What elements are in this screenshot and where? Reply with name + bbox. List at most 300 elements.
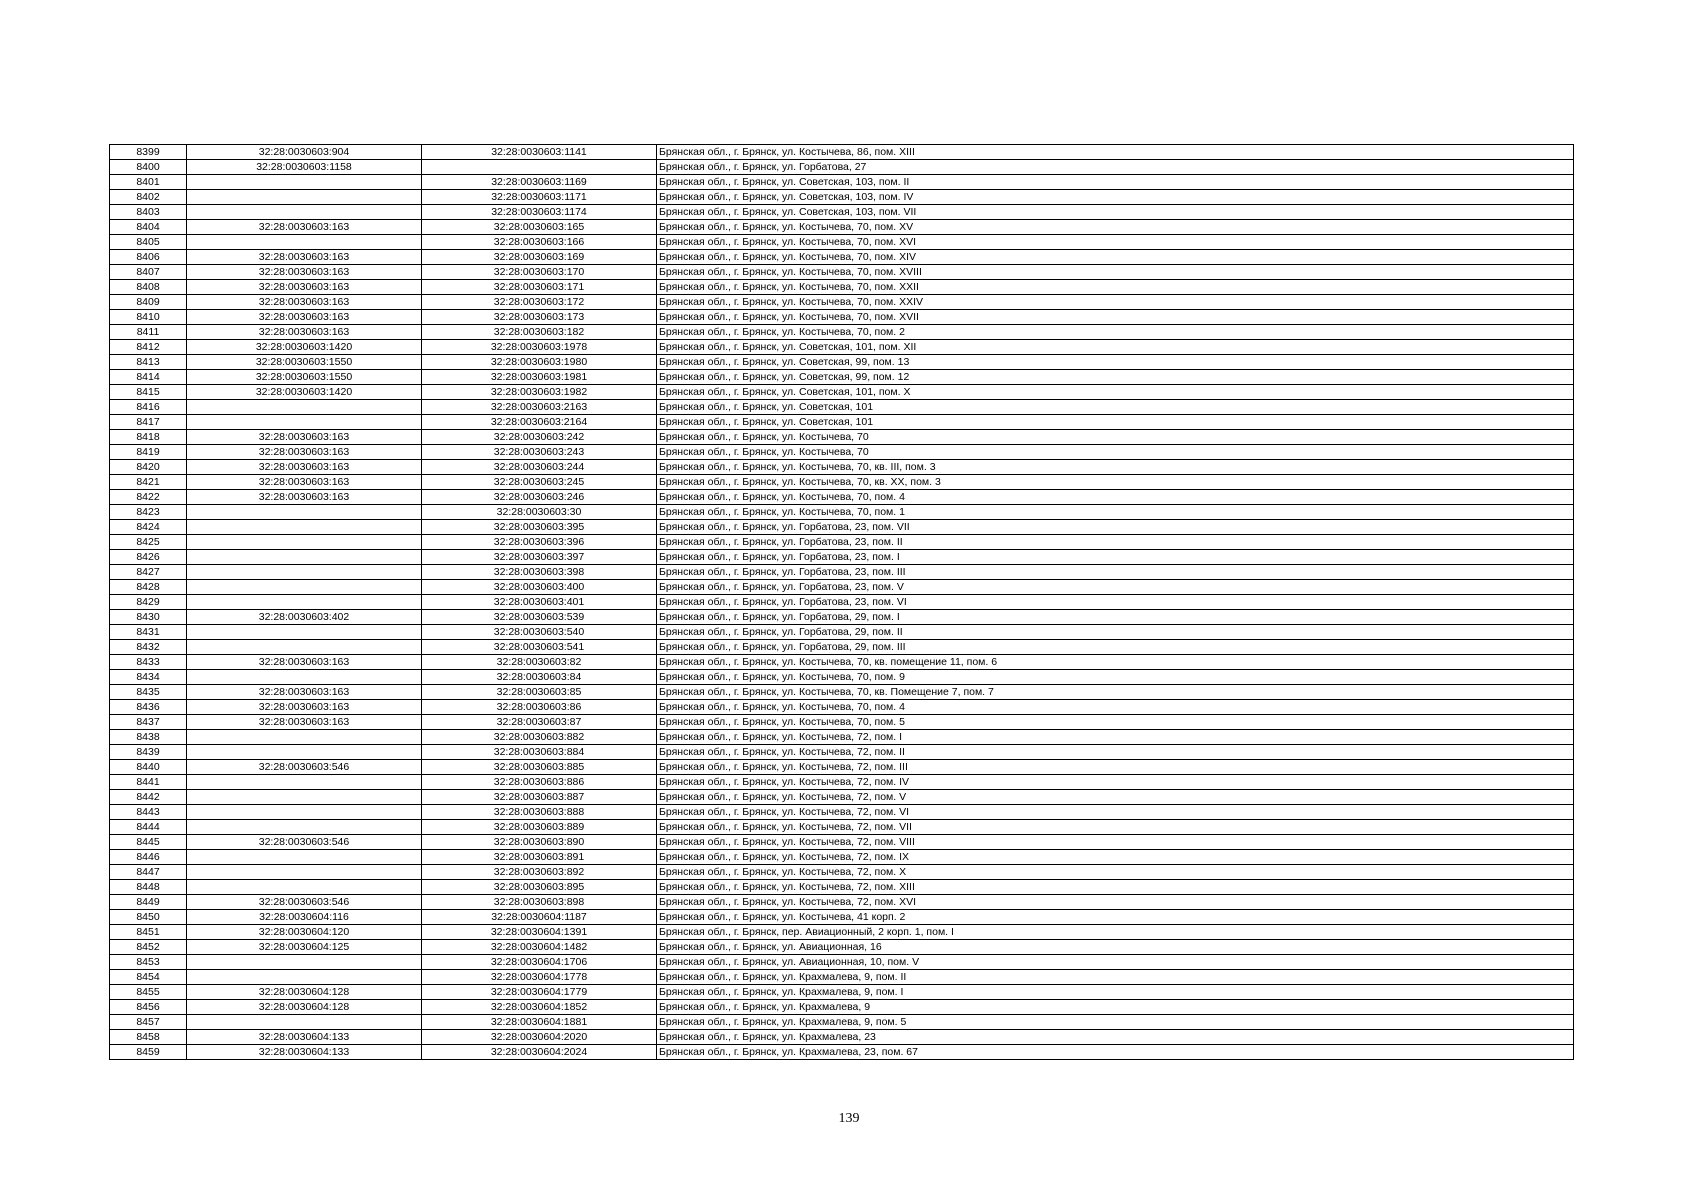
table-row (110, 1000, 1574, 1015)
row-number-cell: 8406 (110, 250, 187, 265)
parent-cadastral-number-cell: 32:28:0030603:163 (187, 715, 422, 730)
cadastral-number-cell: 32:28:0030603:898 (422, 895, 657, 910)
cadastral-number-cell: 32:28:0030603:1174 (422, 205, 657, 220)
row-number-cell: 8450 (110, 910, 187, 925)
table-row (110, 250, 1574, 265)
address-cell: Брянская обл., г. Брянск, ул. Костычева, 70, пом. 9 (657, 670, 1574, 685)
address-cell: Брянская обл., г. Брянск, ул. Крахмалева, 23 (657, 1030, 1574, 1045)
parent-cadastral-number-cell (187, 580, 422, 595)
cadastral-number-cell: 32:28:0030603:243 (422, 445, 657, 460)
parent-cadastral-number-cell: 32:28:0030603:163 (187, 685, 422, 700)
cadastral-number-cell: 32:28:0030603:85 (422, 685, 657, 700)
address-cell: Брянская обл., г. Брянск, ул. Авиационная, 10, пом. V (657, 955, 1574, 970)
cadastral-number-cell: 32:28:0030603:400 (422, 580, 657, 595)
row-number-cell: 8412 (110, 340, 187, 355)
row-number-cell: 8413 (110, 355, 187, 370)
row-number-cell: 8421 (110, 475, 187, 490)
parent-cadastral-number-cell (187, 595, 422, 610)
parent-cadastral-number-cell: 32:28:0030604:133 (187, 1045, 422, 1060)
address-cell: Брянская обл., г. Брянск, ул. Костычева, 70, кв. III, пом. 3 (657, 460, 1574, 475)
parent-cadastral-number-cell (187, 640, 422, 655)
parent-cadastral-number-cell (187, 880, 422, 895)
address-cell: Брянская обл., г. Брянск, ул. Горбатова, 23, пом. VII (657, 520, 1574, 535)
row-number-cell: 8407 (110, 265, 187, 280)
row-number-cell: 8410 (110, 310, 187, 325)
cadastral-number-cell: 32:28:0030603:87 (422, 715, 657, 730)
row-number-cell: 8411 (110, 325, 187, 340)
address-cell: Брянская обл., г. Брянск, ул. Костычева, 70, пом. 4 (657, 700, 1574, 715)
address-cell: Брянская обл., г. Брянск, ул. Костычева, 70, пом. 1 (657, 505, 1574, 520)
parent-cadastral-number-cell (187, 505, 422, 520)
parent-cadastral-number-cell (187, 955, 422, 970)
table-row (110, 370, 1574, 385)
cadastral-number-cell: 32:28:0030604:1187 (422, 910, 657, 925)
cadastral-number-cell: 32:28:0030603:890 (422, 835, 657, 850)
address-cell: Брянская обл., г. Брянск, ул. Горбатова, 29, пом. II (657, 625, 1574, 640)
address-cell: Брянская обл., г. Брянск, ул. Костычева, 72, пом. VI (657, 805, 1574, 820)
address-cell: Брянская обл., г. Брянск, ул. Горбатова, 23, пом. III (657, 565, 1574, 580)
parent-cadastral-number-cell: 32:28:0030604:125 (187, 940, 422, 955)
row-number-cell: 8445 (110, 835, 187, 850)
cadastral-number-cell: 32:28:0030603:886 (422, 775, 657, 790)
parent-cadastral-number-cell: 32:28:0030603:163 (187, 250, 422, 265)
cadastral-number-cell: 32:28:0030603:30 (422, 505, 657, 520)
parent-cadastral-number-cell: 32:28:0030603:163 (187, 280, 422, 295)
cadastral-number-cell: 32:28:0030603:1141 (422, 145, 657, 160)
row-number-cell: 8435 (110, 685, 187, 700)
address-cell: Брянская обл., г. Брянск, ул. Крахмалева, 9, пом. 5 (657, 1015, 1574, 1030)
row-number-cell: 8437 (110, 715, 187, 730)
table-row (110, 715, 1574, 730)
address-cell: Брянская обл., г. Брянск, ул. Костычева, 72, пом. IX (657, 850, 1574, 865)
parent-cadastral-number-cell: 32:28:0030603:1550 (187, 355, 422, 370)
cadastral-number-cell: 32:28:0030604:1482 (422, 940, 657, 955)
address-cell: Брянская обл., г. Брянск, ул. Костычева, 70, пом. XVIII (657, 265, 1574, 280)
row-number-cell: 8425 (110, 535, 187, 550)
row-number-cell: 8449 (110, 895, 187, 910)
address-cell: Брянская обл., г. Брянск, ул. Костычева, 70, кв. помещение 11, пом. 6 (657, 655, 1574, 670)
parent-cadastral-number-cell (187, 670, 422, 685)
cadastral-number-cell: 32:28:0030603:166 (422, 235, 657, 250)
row-number-cell: 8453 (110, 955, 187, 970)
address-cell: Брянская обл., г. Брянск, ул. Советская, 103, пом. IV (657, 190, 1574, 205)
cadastral-number-cell: 32:28:0030603:170 (422, 265, 657, 280)
address-cell: Брянская обл., г. Брянск, ул. Горбатова, 29, пом. III (657, 640, 1574, 655)
cadastral-number-cell: 32:28:0030604:1391 (422, 925, 657, 940)
parent-cadastral-number-cell: 32:28:0030604:133 (187, 1030, 422, 1045)
address-cell: Брянская обл., г. Брянск, ул. Советская, 101, пом. X (657, 385, 1574, 400)
row-number-cell: 8443 (110, 805, 187, 820)
row-number-cell: 8419 (110, 445, 187, 460)
address-cell: Брянская обл., г. Брянск, ул. Костычева, 70 (657, 430, 1574, 445)
row-number-cell: 8404 (110, 220, 187, 235)
table-row (110, 835, 1574, 850)
cadastral-number-cell: 32:28:0030603:884 (422, 745, 657, 760)
table-row (110, 355, 1574, 370)
table-row (110, 160, 1574, 175)
table-row (110, 955, 1574, 970)
address-cell: Брянская обл., г. Брянск, ул. Авиационная, 16 (657, 940, 1574, 955)
address-cell: Брянская обл., г. Брянск, пер. Авиационный, 2 корп. 1, пом. I (657, 925, 1574, 940)
address-cell: Брянская обл., г. Брянск, ул. Горбатова, 23, пом. VI (657, 595, 1574, 610)
address-cell: Брянская обл., г. Брянск, ул. Костычева, 72, пом. VIII (657, 835, 1574, 850)
table-row (110, 220, 1574, 235)
table-row (110, 625, 1574, 640)
row-number-cell: 8436 (110, 700, 187, 715)
row-number-cell: 8430 (110, 610, 187, 625)
row-number-cell: 8440 (110, 760, 187, 775)
parent-cadastral-number-cell (187, 745, 422, 760)
row-number-cell: 8458 (110, 1030, 187, 1045)
address-cell: Брянская обл., г. Брянск, ул. Горбатова, 29, пом. I (657, 610, 1574, 625)
row-number-cell: 8400 (110, 160, 187, 175)
parent-cadastral-number-cell (187, 865, 422, 880)
table-row (110, 745, 1574, 760)
parent-cadastral-number-cell: 32:28:0030603:546 (187, 895, 422, 910)
table-row (110, 415, 1574, 430)
row-number-cell: 8439 (110, 745, 187, 760)
cadastral-number-cell: 32:28:0030604:1881 (422, 1015, 657, 1030)
table-row (110, 1015, 1574, 1030)
address-cell: Брянская обл., г. Брянск, ул. Костычева, 72, пом. IV (657, 775, 1574, 790)
table-row (110, 805, 1574, 820)
cadastral-number-cell: 32:28:0030604:1778 (422, 970, 657, 985)
address-cell: Брянская обл., г. Брянск, ул. Костычева, 72, пом. III (657, 760, 1574, 775)
parent-cadastral-number-cell (187, 400, 422, 415)
table-row (110, 190, 1574, 205)
table-row (110, 295, 1574, 310)
cadastral-number-cell: 32:28:0030603:2163 (422, 400, 657, 415)
table-row (110, 340, 1574, 355)
cadastral-number-cell (422, 160, 657, 175)
table-row (110, 490, 1574, 505)
address-cell: Брянская обл., г. Брянск, ул. Крахмалева, 9, пом. II (657, 970, 1574, 985)
address-cell: Брянская обл., г. Брянск, ул. Костычева, 70, пом. 4 (657, 490, 1574, 505)
row-number-cell: 8432 (110, 640, 187, 655)
row-number-cell: 8457 (110, 1015, 187, 1030)
row-number-cell: 8426 (110, 550, 187, 565)
table-row (110, 820, 1574, 835)
cadastral-number-cell: 32:28:0030603:892 (422, 865, 657, 880)
cadastral-number-cell: 32:28:0030603:895 (422, 880, 657, 895)
table-row (110, 535, 1574, 550)
cadastral-number-cell: 32:28:0030604:2020 (422, 1030, 657, 1045)
address-cell: Брянская обл., г. Брянск, ул. Костычева, 70, пом. XXIV (657, 295, 1574, 310)
row-number-cell: 8403 (110, 205, 187, 220)
parent-cadastral-number-cell: 32:28:0030603:1158 (187, 160, 422, 175)
row-number-cell: 8418 (110, 430, 187, 445)
row-number-cell: 8454 (110, 970, 187, 985)
registry-sheet (109, 144, 1573, 1060)
cadastral-number-cell: 32:28:0030603:540 (422, 625, 657, 640)
parent-cadastral-number-cell: 32:28:0030603:163 (187, 265, 422, 280)
cadastral-number-cell: 32:28:0030603:173 (422, 310, 657, 325)
address-cell: Брянская обл., г. Брянск, ул. Костычева, 72, пом. II (657, 745, 1574, 760)
cadastral-number-cell: 32:28:0030603:1981 (422, 370, 657, 385)
parent-cadastral-number-cell: 32:28:0030603:904 (187, 145, 422, 160)
cadastral-number-cell: 32:28:0030603:86 (422, 700, 657, 715)
address-cell: Брянская обл., г. Брянск, ул. Костычева, 70, пом. XXII (657, 280, 1574, 295)
row-number-cell: 8434 (110, 670, 187, 685)
table-row (110, 880, 1574, 895)
address-cell: Брянская обл., г. Брянск, ул. Советская, 103, пом. VII (657, 205, 1574, 220)
cadastral-number-cell: 32:28:0030603:2164 (422, 415, 657, 430)
cadastral-number-cell: 32:28:0030603:84 (422, 670, 657, 685)
address-cell: Брянская обл., г. Брянск, ул. Костычева, 70, кв. XX, пом. 3 (657, 475, 1574, 490)
cadastral-number-cell: 32:28:0030603:887 (422, 790, 657, 805)
parent-cadastral-number-cell (187, 790, 422, 805)
address-cell: Брянская обл., г. Брянск, ул. Костычева, 72, пом. XVI (657, 895, 1574, 910)
cadastral-number-cell: 32:28:0030603:1169 (422, 175, 657, 190)
table-row (110, 670, 1574, 685)
registry-table (109, 144, 1574, 1060)
row-number-cell: 8447 (110, 865, 187, 880)
parent-cadastral-number-cell: 32:28:0030603:546 (187, 835, 422, 850)
table-row (110, 145, 1574, 160)
table-row (110, 700, 1574, 715)
address-cell: Брянская обл., г. Брянск, ул. Горбатова, 23, пом. I (657, 550, 1574, 565)
parent-cadastral-number-cell: 32:28:0030604:128 (187, 985, 422, 1000)
row-number-cell: 8455 (110, 985, 187, 1000)
cadastral-number-cell: 32:28:0030603:1980 (422, 355, 657, 370)
parent-cadastral-number-cell: 32:28:0030603:163 (187, 430, 422, 445)
table-row (110, 985, 1574, 1000)
row-number-cell: 8416 (110, 400, 187, 415)
table-row (110, 520, 1574, 535)
row-number-cell: 8428 (110, 580, 187, 595)
table-row (110, 1045, 1574, 1060)
table-row (110, 265, 1574, 280)
table-row (110, 400, 1574, 415)
cadastral-number-cell: 32:28:0030603:246 (422, 490, 657, 505)
table-row (110, 175, 1574, 190)
page-number: 139 (838, 1111, 860, 1126)
parent-cadastral-number-cell: 32:28:0030604:128 (187, 1000, 422, 1015)
address-cell: Брянская обл., г. Брянск, ул. Крахмалева, 23, пом. 67 (657, 1045, 1574, 1060)
row-number-cell: 8433 (110, 655, 187, 670)
row-number-cell: 8441 (110, 775, 187, 790)
parent-cadastral-number-cell: 32:28:0030603:402 (187, 610, 422, 625)
table-row (110, 595, 1574, 610)
cadastral-number-cell: 32:28:0030603:165 (422, 220, 657, 235)
parent-cadastral-number-cell: 32:28:0030603:163 (187, 220, 422, 235)
row-number-cell: 8431 (110, 625, 187, 640)
address-cell: Брянская обл., г. Брянск, ул. Советская, 101 (657, 415, 1574, 430)
address-cell: Брянская обл., г. Брянск, ул. Костычева, 72, пом. X (657, 865, 1574, 880)
row-number-cell: 8446 (110, 850, 187, 865)
address-cell: Брянская обл., г. Брянск, ул. Костычева, 41 корп. 2 (657, 910, 1574, 925)
parent-cadastral-number-cell (187, 805, 422, 820)
cadastral-number-cell: 32:28:0030603:882 (422, 730, 657, 745)
cadastral-number-cell: 32:28:0030603:541 (422, 640, 657, 655)
table-row (110, 850, 1574, 865)
parent-cadastral-number-cell (187, 550, 422, 565)
table-row (110, 760, 1574, 775)
table-row (110, 325, 1574, 340)
parent-cadastral-number-cell (187, 775, 422, 790)
parent-cadastral-number-cell (187, 520, 422, 535)
address-cell: Брянская обл., г. Брянск, ул. Советская, 99, пом. 13 (657, 355, 1574, 370)
row-number-cell: 8420 (110, 460, 187, 475)
parent-cadastral-number-cell: 32:28:0030603:163 (187, 445, 422, 460)
parent-cadastral-number-cell (187, 205, 422, 220)
table-row (110, 910, 1574, 925)
table-row (110, 790, 1574, 805)
row-number-cell: 8422 (110, 490, 187, 505)
cadastral-number-cell: 32:28:0030603:1978 (422, 340, 657, 355)
cadastral-number-cell: 32:28:0030603:245 (422, 475, 657, 490)
row-number-cell: 8405 (110, 235, 187, 250)
row-number-cell: 8438 (110, 730, 187, 745)
cadastral-number-cell: 32:28:0030604:1706 (422, 955, 657, 970)
row-number-cell: 8456 (110, 1000, 187, 1015)
row-number-cell: 8417 (110, 415, 187, 430)
cadastral-number-cell: 32:28:0030603:398 (422, 565, 657, 580)
parent-cadastral-number-cell: 32:28:0030603:163 (187, 475, 422, 490)
table-row (110, 865, 1574, 880)
cadastral-number-cell: 32:28:0030603:539 (422, 610, 657, 625)
parent-cadastral-number-cell (187, 415, 422, 430)
row-number-cell: 8401 (110, 175, 187, 190)
parent-cadastral-number-cell (187, 970, 422, 985)
parent-cadastral-number-cell: 32:28:0030603:1420 (187, 340, 422, 355)
cadastral-number-cell: 32:28:0030603:172 (422, 295, 657, 310)
parent-cadastral-number-cell: 32:28:0030603:1550 (187, 370, 422, 385)
cadastral-number-cell: 32:28:0030603:889 (422, 820, 657, 835)
cadastral-number-cell: 32:28:0030603:1982 (422, 385, 657, 400)
table-row (110, 505, 1574, 520)
table-row (110, 475, 1574, 490)
parent-cadastral-number-cell: 32:28:0030603:163 (187, 460, 422, 475)
address-cell: Брянская обл., г. Брянск, ул. Костычева, 70, пом. 2 (657, 325, 1574, 340)
address-cell: Брянская обл., г. Брянск, ул. Крахмалева, 9 (657, 1000, 1574, 1015)
address-cell: Брянская обл., г. Брянск, ул. Советская, 103, пом. II (657, 175, 1574, 190)
table-row (110, 940, 1574, 955)
row-number-cell: 8424 (110, 520, 187, 535)
address-cell: Брянская обл., г. Брянск, ул. Советская, 101 (657, 400, 1574, 415)
table-row (110, 385, 1574, 400)
parent-cadastral-number-cell (187, 535, 422, 550)
table-row (110, 280, 1574, 295)
table-row (110, 610, 1574, 625)
address-cell: Брянская обл., г. Брянск, ул. Горбатова, 23, пом. V (657, 580, 1574, 595)
table-row (110, 460, 1574, 475)
row-number-cell: 8423 (110, 505, 187, 520)
cadastral-number-cell: 32:28:0030603:888 (422, 805, 657, 820)
cadastral-number-cell: 32:28:0030603:395 (422, 520, 657, 535)
cadastral-number-cell: 32:28:0030603:1171 (422, 190, 657, 205)
table-row (110, 895, 1574, 910)
table-row (110, 775, 1574, 790)
cadastral-number-cell: 32:28:0030603:244 (422, 460, 657, 475)
cadastral-number-cell: 32:28:0030604:1779 (422, 985, 657, 1000)
parent-cadastral-number-cell (187, 820, 422, 835)
address-cell: Брянская обл., г. Брянск, ул. Советская, 99, пом. 12 (657, 370, 1574, 385)
parent-cadastral-number-cell (187, 850, 422, 865)
row-number-cell: 8459 (110, 1045, 187, 1060)
address-cell: Брянская обл., г. Брянск, ул. Костычева, 86, пом. XIII (657, 145, 1574, 160)
cadastral-number-cell: 32:28:0030604:2024 (422, 1045, 657, 1060)
table-row (110, 310, 1574, 325)
address-cell: Брянская обл., г. Брянск, ул. Горбатова, 23, пом. II (657, 535, 1574, 550)
parent-cadastral-number-cell (187, 190, 422, 205)
address-cell: Брянская обл., г. Брянск, ул. Костычева, 70, пом. XIV (657, 250, 1574, 265)
parent-cadastral-number-cell: 32:28:0030603:1420 (187, 385, 422, 400)
row-number-cell: 8409 (110, 295, 187, 310)
parent-cadastral-number-cell (187, 730, 422, 745)
cadastral-number-cell: 32:28:0030604:1852 (422, 1000, 657, 1015)
parent-cadastral-number-cell: 32:28:0030603:163 (187, 700, 422, 715)
parent-cadastral-number-cell (187, 235, 422, 250)
parent-cadastral-number-cell (187, 1015, 422, 1030)
table-row (110, 430, 1574, 445)
address-cell: Брянская обл., г. Брянск, ул. Костычева, 70, кв. Помещение 7, пом. 7 (657, 685, 1574, 700)
row-number-cell: 8444 (110, 820, 187, 835)
row-number-cell: 8442 (110, 790, 187, 805)
table-row (110, 970, 1574, 985)
cadastral-number-cell: 32:28:0030603:242 (422, 430, 657, 445)
table-row (110, 235, 1574, 250)
address-cell: Брянская обл., г. Брянск, ул. Костычева, 72, пом. VII (657, 820, 1574, 835)
cadastral-number-cell: 32:28:0030603:397 (422, 550, 657, 565)
table-row (110, 640, 1574, 655)
row-number-cell: 8399 (110, 145, 187, 160)
address-cell: Брянская обл., г. Брянск, ул. Костычева, 72, пом. I (657, 730, 1574, 745)
table-row (110, 685, 1574, 700)
parent-cadastral-number-cell (187, 175, 422, 190)
cadastral-number-cell: 32:28:0030603:401 (422, 595, 657, 610)
cadastral-number-cell: 32:28:0030603:171 (422, 280, 657, 295)
address-cell: Брянская обл., г. Брянск, ул. Костычева, 70, пом. XVI (657, 235, 1574, 250)
row-number-cell: 8408 (110, 280, 187, 295)
registry-table-body (110, 145, 1574, 1060)
parent-cadastral-number-cell: 32:28:0030604:116 (187, 910, 422, 925)
table-row (110, 580, 1574, 595)
parent-cadastral-number-cell: 32:28:0030604:120 (187, 925, 422, 940)
row-number-cell: 8402 (110, 190, 187, 205)
parent-cadastral-number-cell: 32:28:0030603:163 (187, 295, 422, 310)
address-cell: Брянская обл., г. Брянск, ул. Крахмалева, 9, пом. I (657, 985, 1574, 1000)
table-row (110, 550, 1574, 565)
row-number-cell: 8415 (110, 385, 187, 400)
row-number-cell: 8451 (110, 925, 187, 940)
parent-cadastral-number-cell (187, 565, 422, 580)
table-row (110, 1030, 1574, 1045)
address-cell: Брянская обл., г. Брянск, ул. Костычева, 70, пом. XV (657, 220, 1574, 235)
table-row (110, 730, 1574, 745)
cadastral-number-cell: 32:28:0030603:891 (422, 850, 657, 865)
address-cell: Брянская обл., г. Брянск, ул. Костычева, 72, пом. V (657, 790, 1574, 805)
cadastral-number-cell: 32:28:0030603:169 (422, 250, 657, 265)
address-cell: Брянская обл., г. Брянск, ул. Костычева, 70, пом. 5 (657, 715, 1574, 730)
parent-cadastral-number-cell: 32:28:0030603:546 (187, 760, 422, 775)
table-row (110, 565, 1574, 580)
parent-cadastral-number-cell: 32:28:0030603:163 (187, 325, 422, 340)
table-row (110, 445, 1574, 460)
row-number-cell: 8414 (110, 370, 187, 385)
address-cell: Брянская обл., г. Брянск, ул. Костычева, 70, пом. XVII (657, 310, 1574, 325)
table-row (110, 205, 1574, 220)
parent-cadastral-number-cell (187, 625, 422, 640)
row-number-cell: 8429 (110, 595, 187, 610)
row-number-cell: 8452 (110, 940, 187, 955)
row-number-cell: 8427 (110, 565, 187, 580)
row-number-cell: 8448 (110, 880, 187, 895)
parent-cadastral-number-cell: 32:28:0030603:163 (187, 490, 422, 505)
address-cell: Брянская обл., г. Брянск, ул. Горбатова, 27 (657, 160, 1574, 175)
cadastral-number-cell: 32:28:0030603:182 (422, 325, 657, 340)
table-row (110, 925, 1574, 940)
